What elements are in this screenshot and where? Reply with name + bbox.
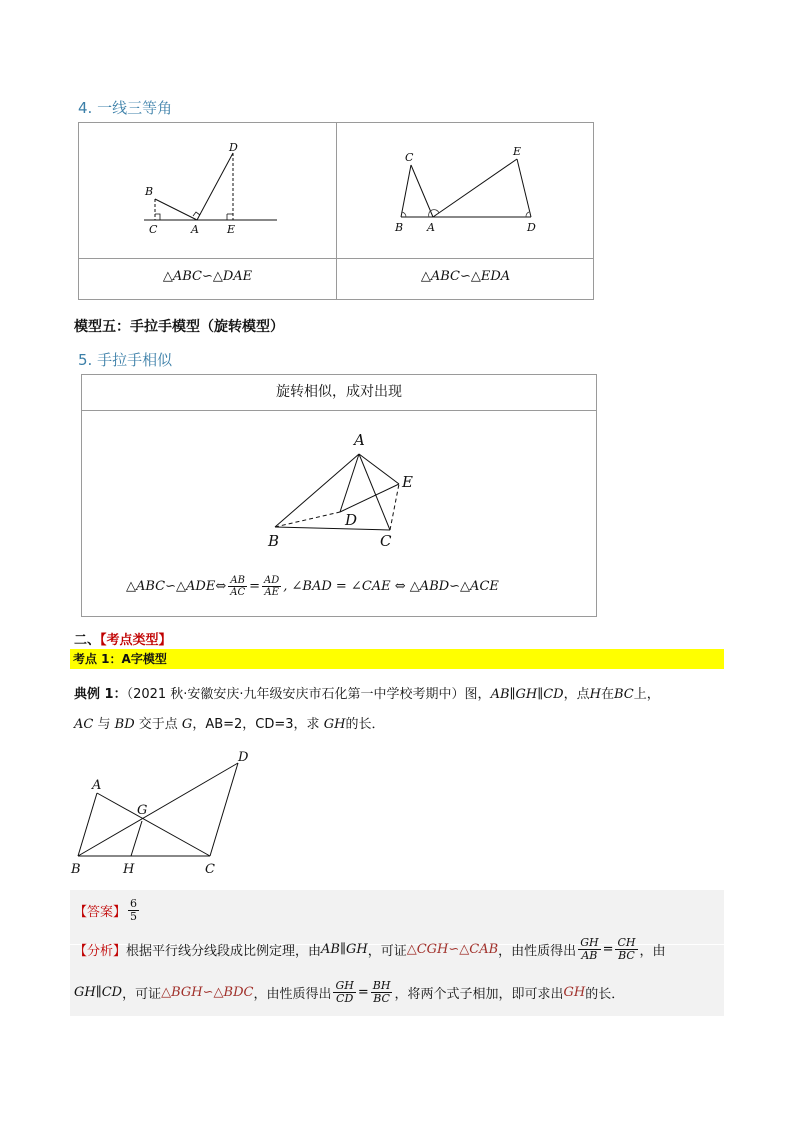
label-B: B — [268, 532, 280, 550]
var-AC: AC — [74, 717, 94, 732]
similar-BGH-BDC: △BGH∽△BDC — [161, 985, 254, 1001]
fraction-gh-cd — [333, 980, 355, 1005]
similar-CGH-CAB: △CGH∽△CAB — [406, 942, 499, 958]
var-BD: BD — [114, 717, 135, 732]
var-GH: GH — [563, 985, 586, 1001]
text-seg: ，可证 — [367, 944, 407, 960]
text-seg: ，可证 — [122, 987, 162, 1003]
fraction-denominator: BC — [618, 949, 635, 963]
text-seg: 在 — [600, 687, 614, 702]
label-A: A — [427, 221, 435, 234]
fraction-numerator: BH — [372, 979, 391, 992]
label-B: B — [145, 185, 154, 198]
fraction-gh-ab — [578, 937, 600, 962]
var-GH: GH — [323, 717, 346, 732]
label-E: E — [513, 145, 522, 158]
label-E: E — [402, 473, 413, 491]
label-A: A — [191, 223, 199, 236]
table-header: 旋转相似，成对出现 — [276, 384, 402, 400]
label-A: A — [354, 431, 365, 449]
kaodian-banner: 考点 1：A字模型 — [70, 649, 724, 669]
var-G: G — [181, 717, 193, 732]
label-B: B — [395, 221, 404, 234]
table-divider-horizontal — [79, 258, 593, 259]
text-seg: 上， — [633, 687, 660, 702]
example-cond: AB∥GH∥CD — [490, 687, 564, 702]
figure-right-one-line — [389, 141, 549, 241]
equals: = — [357, 985, 369, 1001]
fraction-denominator: AB — [581, 949, 598, 963]
fraction-denominator: CD — [336, 992, 354, 1006]
figure-hand-in-hand — [262, 427, 422, 552]
label-D: D — [238, 750, 249, 765]
analysis-label: 【分析】 — [74, 944, 127, 960]
example-line-2 — [74, 712, 724, 738]
text-seg: 的长． — [345, 717, 385, 732]
label-C: C — [205, 862, 215, 877]
text-seg: ，由性质得出 — [498, 944, 577, 960]
fraction-ch-bc — [615, 937, 637, 962]
answer-line — [74, 898, 141, 923]
text-seg: ， — [192, 717, 206, 732]
text-seg: AB=2，CD=3，求 — [205, 717, 320, 732]
label-E: E — [227, 223, 236, 236]
label-D: D — [527, 221, 536, 234]
label-D: D — [229, 141, 238, 154]
fraction-ab-ac — [228, 575, 247, 598]
text-seg: ，将两个式子相加，即可求出 — [394, 987, 564, 1003]
label-C: C — [149, 223, 158, 236]
formula-hand-in-hand — [126, 575, 586, 598]
table-hand-in-hand — [81, 374, 597, 617]
label-C: C — [380, 532, 392, 550]
formula-part1: △ABC∽△ADE⇔ — [126, 579, 227, 594]
equals: = — [602, 942, 614, 958]
fraction-denominator: BC — [373, 992, 390, 1006]
text-seg: 的长． — [585, 987, 625, 1003]
figure-a-shape-model — [66, 748, 266, 880]
label-G: G — [137, 803, 148, 818]
figure-left-one-line — [129, 135, 339, 245]
fraction-denominator: AE — [264, 587, 279, 598]
answer-fraction — [128, 898, 139, 923]
heading-prefix: 二、 — [74, 633, 101, 648]
fraction-numerator: AB — [230, 575, 245, 586]
var-AB-GH: AB∥GH — [321, 942, 368, 958]
fraction-numerator: GH — [580, 936, 599, 949]
text-seg: ，由性质得出 — [253, 987, 332, 1003]
table-header-divider — [82, 410, 596, 411]
caption-right-similar: △ABC∽△EDA — [420, 269, 511, 284]
label-H: H — [123, 862, 135, 877]
var-H: H — [589, 687, 601, 702]
fraction-numerator: 6 — [130, 897, 138, 910]
label-D: D — [345, 511, 358, 529]
text-seg: 根据平行线分线段成比例定理，由 — [126, 944, 322, 960]
text-seg: 与 — [97, 717, 111, 732]
fraction-numerator: AD — [264, 575, 280, 586]
var-GH-CD: GH∥CD — [74, 985, 123, 1001]
label-B: B — [71, 862, 81, 877]
formula-equals: = — [249, 579, 260, 594]
text-seg: 交于点 — [138, 717, 178, 732]
fraction-bh-bc — [371, 980, 393, 1005]
analysis-line-1 — [74, 937, 666, 962]
section-two-heading — [74, 629, 172, 648]
fraction-ad-ae — [262, 575, 281, 598]
fraction-denominator: AC — [230, 587, 246, 598]
caption-left-similar: △ABC∽△DAE — [162, 269, 253, 284]
text-seg: ，由 — [639, 944, 666, 960]
example-text — [74, 682, 724, 738]
table-one-line-three-angles — [78, 122, 594, 300]
label-A: A — [92, 778, 102, 793]
fraction-numerator: GH — [335, 979, 354, 992]
example-label: 典例 1： — [74, 687, 127, 702]
answer-label: 【答案】 — [74, 905, 127, 921]
var-BC: BC — [613, 687, 634, 702]
section-title-5: 5. 手拉手相似 — [78, 351, 173, 369]
model-five-heading: 模型五：手拉手模型（旋转模型） — [74, 319, 284, 335]
formula-part2: , ∠BAD = ∠CAE ⇔ △ABD∽△ACE — [283, 579, 499, 594]
analysis-line-2 — [74, 980, 624, 1005]
answer-analysis-box — [70, 890, 724, 1016]
example-source: （2021 秋·安徽安庆·九年级安庆市石化第一中学校考期中）图， — [126, 687, 491, 702]
section-title-4: 4. 一线三等角 — [78, 99, 173, 117]
fraction-denominator: 5 — [130, 910, 138, 924]
label-C: C — [405, 151, 414, 164]
fraction-numerator: CH — [617, 936, 636, 949]
heading-bracket: 【考点类型】 — [100, 633, 172, 648]
example-line-1 — [74, 682, 724, 708]
text-seg: ，点 — [563, 687, 590, 702]
